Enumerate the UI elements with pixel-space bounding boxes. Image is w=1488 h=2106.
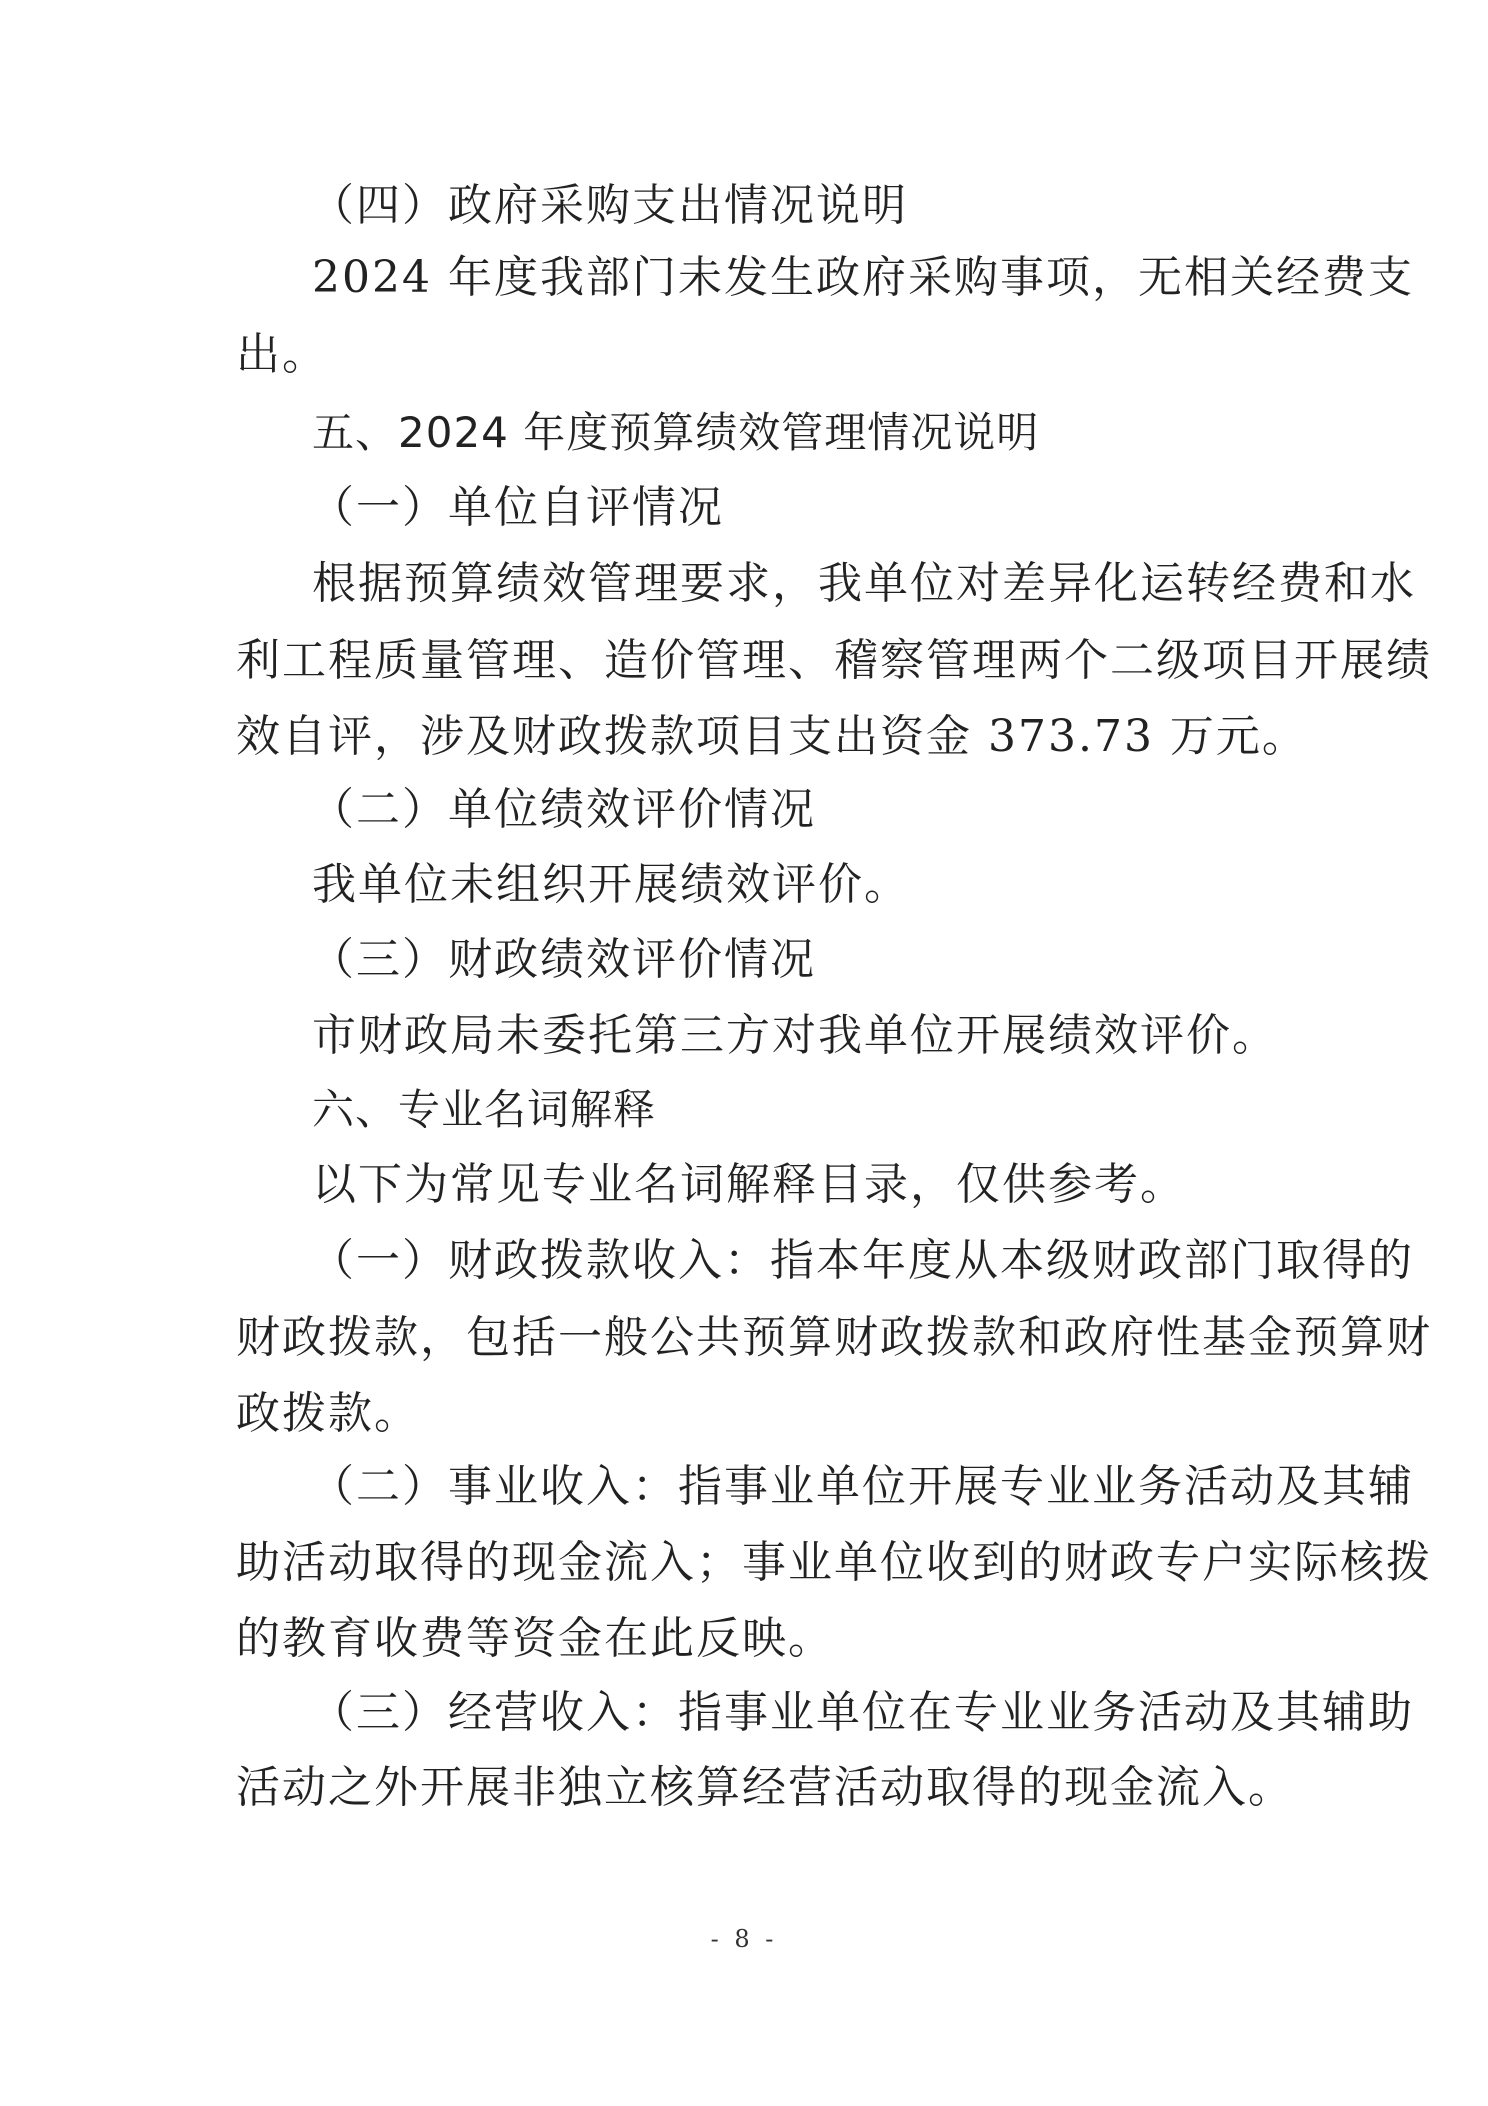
subsection-heading-unit-evaluation: （二）单位绩效评价情况 — [310, 784, 816, 835]
paragraph-line: 效自评，涉及财政拨款项目支出资金 373.73 万元。 — [236, 711, 1308, 762]
paragraph-line: 活动之外开展非独立核算经营活动取得的现金流入。 — [236, 1762, 1294, 1813]
paragraph-line: 的教育收费等资金在此反映。 — [236, 1613, 834, 1664]
subsection-heading-self-evaluation: （一）单位自评情况 — [310, 482, 724, 533]
page-number: - 8 - — [710, 1925, 778, 1953]
paragraph-line: 2024 年度我部门未发生政府采购事项，无相关经费支 — [312, 252, 1414, 303]
subsection-heading-government-procurement: （四）政府采购支出情况说明 — [310, 180, 908, 231]
section-heading-performance-management: 五、2024 年度预算绩效管理情况说明 — [312, 408, 1040, 457]
paragraph-line: 助活动取得的现金流入；事业单位收到的财政专户实际核拨 — [236, 1537, 1432, 1588]
paragraph-line: 政拨款。 — [236, 1388, 420, 1439]
paragraph-line: 我单位未组织开展绩效评价。 — [312, 859, 910, 910]
glossary-term-line: （二）事业收入：指事业单位开展专业业务活动及其辅 — [310, 1461, 1414, 1512]
paragraph-line: 根据预算绩效管理要求，我单位对差异化运转经费和水 — [312, 558, 1416, 609]
paragraph-line: 以下为常见专业名词解释目录，仅供参考。 — [312, 1159, 1186, 1210]
subsection-heading-finance-evaluation: （三）财政绩效评价情况 — [310, 934, 816, 985]
paragraph-line: 财政拨款，包括一般公共预算财政拨款和政府性基金预算财 — [236, 1312, 1432, 1363]
paragraph-line: 市财政局未委托第三方对我单位开展绩效评价。 — [312, 1010, 1278, 1061]
section-heading-glossary: 六、专业名词解释 — [312, 1085, 657, 1134]
paragraph-line: 利工程质量管理、造价管理、稽察管理两个二级项目开展绩 — [236, 635, 1432, 686]
glossary-term-line: （一）财政拨款收入：指本年度从本级财政部门取得的 — [310, 1235, 1414, 1286]
paragraph-line: 出。 — [236, 329, 328, 380]
glossary-term-line: （三）经营收入：指事业单位在专业业务活动及其辅助 — [310, 1687, 1414, 1738]
